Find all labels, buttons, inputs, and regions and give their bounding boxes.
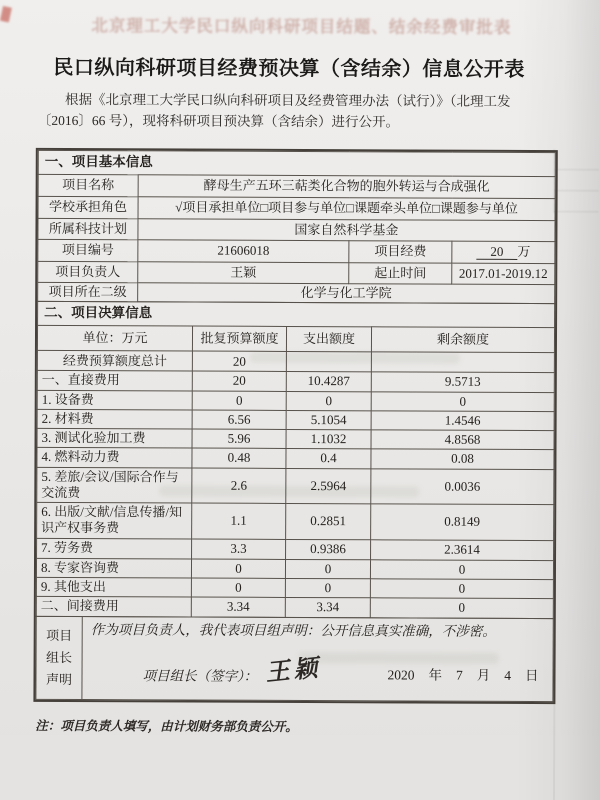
row-budget: 3.3 — [192, 539, 286, 559]
period-label: 起止时间 — [349, 263, 452, 284]
intro-paragraph: 根据《北京理工大学民口纵向科研项目及经费管理办法（试行）》（北理工发〔2016〕66 号），现将科研项目预决算（含结余）进行公开。 — [37, 91, 511, 130]
period-value: 2017.01-2019.12 — [452, 263, 555, 284]
project-name-value: 酵母生产五环三萜类化合物的胞外转运与合成强化 — [138, 175, 555, 199]
side-label-line: 项目 — [46, 627, 73, 643]
side-label-line: 声明 — [45, 671, 73, 688]
row-spent: 0 — [285, 559, 370, 579]
school-label: 项目所在二级 — [38, 282, 138, 302]
row-spent: 10.4287 — [286, 372, 371, 392]
row-spent: 5.1054 — [286, 410, 371, 430]
table-row — [37, 371, 554, 393]
row-budget: 0 — [192, 391, 286, 411]
budget-label: 项目经费 — [349, 241, 452, 263]
project-number-label: 项目编号 — [38, 239, 138, 261]
section1-header: 一、项目基本信息 — [38, 150, 555, 176]
sign-label: 项目组长（签字）： — [142, 668, 258, 684]
col-header-remaining: 剩余额度 — [371, 327, 554, 353]
table-row — [37, 448, 554, 470]
date-year: 2020 — [387, 667, 415, 683]
col-header-spent: 支出额度 — [286, 327, 371, 352]
row-remain: 0.8149 — [371, 504, 554, 540]
row-label: 5. 差旅/会议/国际合作与交流费 — [37, 467, 192, 503]
row-label: 4. 燃料动力费 — [37, 448, 192, 468]
program-label: 所属科技计划 — [38, 218, 138, 239]
row-budget: 1.1 — [192, 503, 286, 539]
row-label: 1. 设备费 — [37, 390, 192, 410]
date-day-unit: 日 — [524, 667, 539, 684]
row-spent: 3.34 — [285, 597, 370, 617]
table-row — [36, 577, 553, 599]
row-remain: 0.08 — [371, 449, 554, 469]
date-year-unit: 年 — [428, 667, 443, 683]
signature-handwriting: 王颖 — [264, 655, 323, 687]
table-row — [37, 390, 554, 412]
row-budget: 5.96 — [192, 429, 286, 449]
row-spent: 0.4 — [286, 449, 371, 469]
date-month: 7 — [455, 667, 463, 683]
row-budget: 0.48 — [192, 448, 286, 468]
row-remain: 4.8568 — [371, 430, 554, 450]
row-label: 3. 测试化验加工费 — [37, 428, 192, 448]
budget-unit: 万 — [517, 244, 531, 260]
table-row — [37, 428, 554, 450]
table-row — [36, 558, 553, 580]
row-budget: 6.56 — [192, 410, 286, 430]
signature-date — [387, 667, 538, 687]
budget-amount: 20 — [476, 244, 517, 260]
table-row — [37, 502, 554, 540]
project-number-value: 21606018 — [138, 240, 349, 263]
page-title: 民口纵向科研项目经费预决算（含结余）信息公开表 — [53, 56, 525, 81]
col-header-approved: 批复预算额度 — [192, 326, 286, 351]
row-remain: 0 — [370, 579, 553, 599]
row-remain: 9.5713 — [371, 372, 554, 392]
budget-value-cell — [452, 241, 555, 263]
row-budget: 2.6 — [192, 468, 286, 504]
date-day: 4 — [504, 667, 512, 683]
school-value: 化学与化工学院 — [138, 283, 555, 304]
row-spent — [286, 352, 371, 372]
row-budget: 0 — [191, 578, 285, 598]
footnote: 注：项目负责人填写，由计划财务部负责公开。 — [35, 718, 298, 734]
role-checkbox-value: √项目承担单位□项目参与单位□课题牵头单位□课题参与单位 — [138, 197, 555, 221]
row-spent: 2.5964 — [286, 468, 371, 504]
col-header-unit: 单位：万元 — [37, 326, 192, 352]
form-table — [33, 148, 557, 704]
table-row — [37, 467, 554, 505]
row-label: 二、间接费用 — [36, 596, 191, 617]
row-remain: 2.3614 — [371, 539, 554, 560]
row-remain — [371, 352, 554, 373]
pi-label: 项目负责人 — [38, 261, 138, 282]
row-spent: 0 — [285, 578, 370, 598]
pi-value: 王颖 — [138, 262, 349, 284]
declaration-side-label — [36, 616, 82, 699]
declaration-content — [82, 617, 553, 702]
row-budget: 0 — [191, 559, 285, 579]
project-name-label: 项目名称 — [38, 174, 138, 196]
declaration-table — [35, 616, 553, 702]
row-label: 一、直接费用 — [37, 371, 192, 391]
side-label-line: 组长 — [46, 649, 73, 665]
row-label: 9. 其他支出 — [36, 577, 191, 597]
row-label: 8. 专家咨询费 — [36, 558, 191, 578]
row-label: 6. 出版/文献/信息传播/知识产权事务费 — [37, 502, 192, 538]
row-label: 2. 材料费 — [37, 409, 192, 429]
row-remain: 0 — [371, 391, 554, 411]
row-remain: 0.0036 — [371, 468, 554, 504]
row-budget: 3.34 — [191, 597, 285, 617]
row-label: 经费预算额度总计 — [37, 351, 192, 372]
table-row — [37, 409, 554, 431]
bleed-through-table-grid — [554, 149, 599, 213]
role-label: 学校承担角色 — [38, 196, 138, 218]
row-label: 7. 劳务费 — [37, 538, 192, 559]
section1-basic-info-table — [37, 150, 556, 305]
section2-budget-table — [36, 301, 555, 619]
row-spent: 1.1032 — [286, 429, 371, 449]
row-spent: 0.2851 — [286, 503, 371, 539]
date-month-unit: 月 — [476, 667, 491, 683]
row-remain: 1.4546 — [371, 411, 554, 431]
program-value: 国家自然科学基金 — [138, 219, 555, 242]
section2-header: 二、项目决算信息 — [38, 302, 555, 328]
row-spent: 0 — [286, 391, 371, 411]
bleed-through-title: 北京理工大学民口纵向科研项目结题、结余经费审批表 — [91, 17, 512, 37]
row-budget: 20 — [192, 371, 286, 391]
table-row — [37, 351, 554, 373]
row-budget: 20 — [192, 351, 286, 371]
declaration-statement: 作为项目负责人，我代表项目组声明：公开信息真实准确，不涉密。 — [90, 622, 496, 639]
table-row — [37, 538, 554, 560]
row-remain: 0 — [370, 598, 553, 619]
row-spent: 0.9386 — [286, 539, 371, 559]
row-remain: 0 — [370, 559, 553, 579]
